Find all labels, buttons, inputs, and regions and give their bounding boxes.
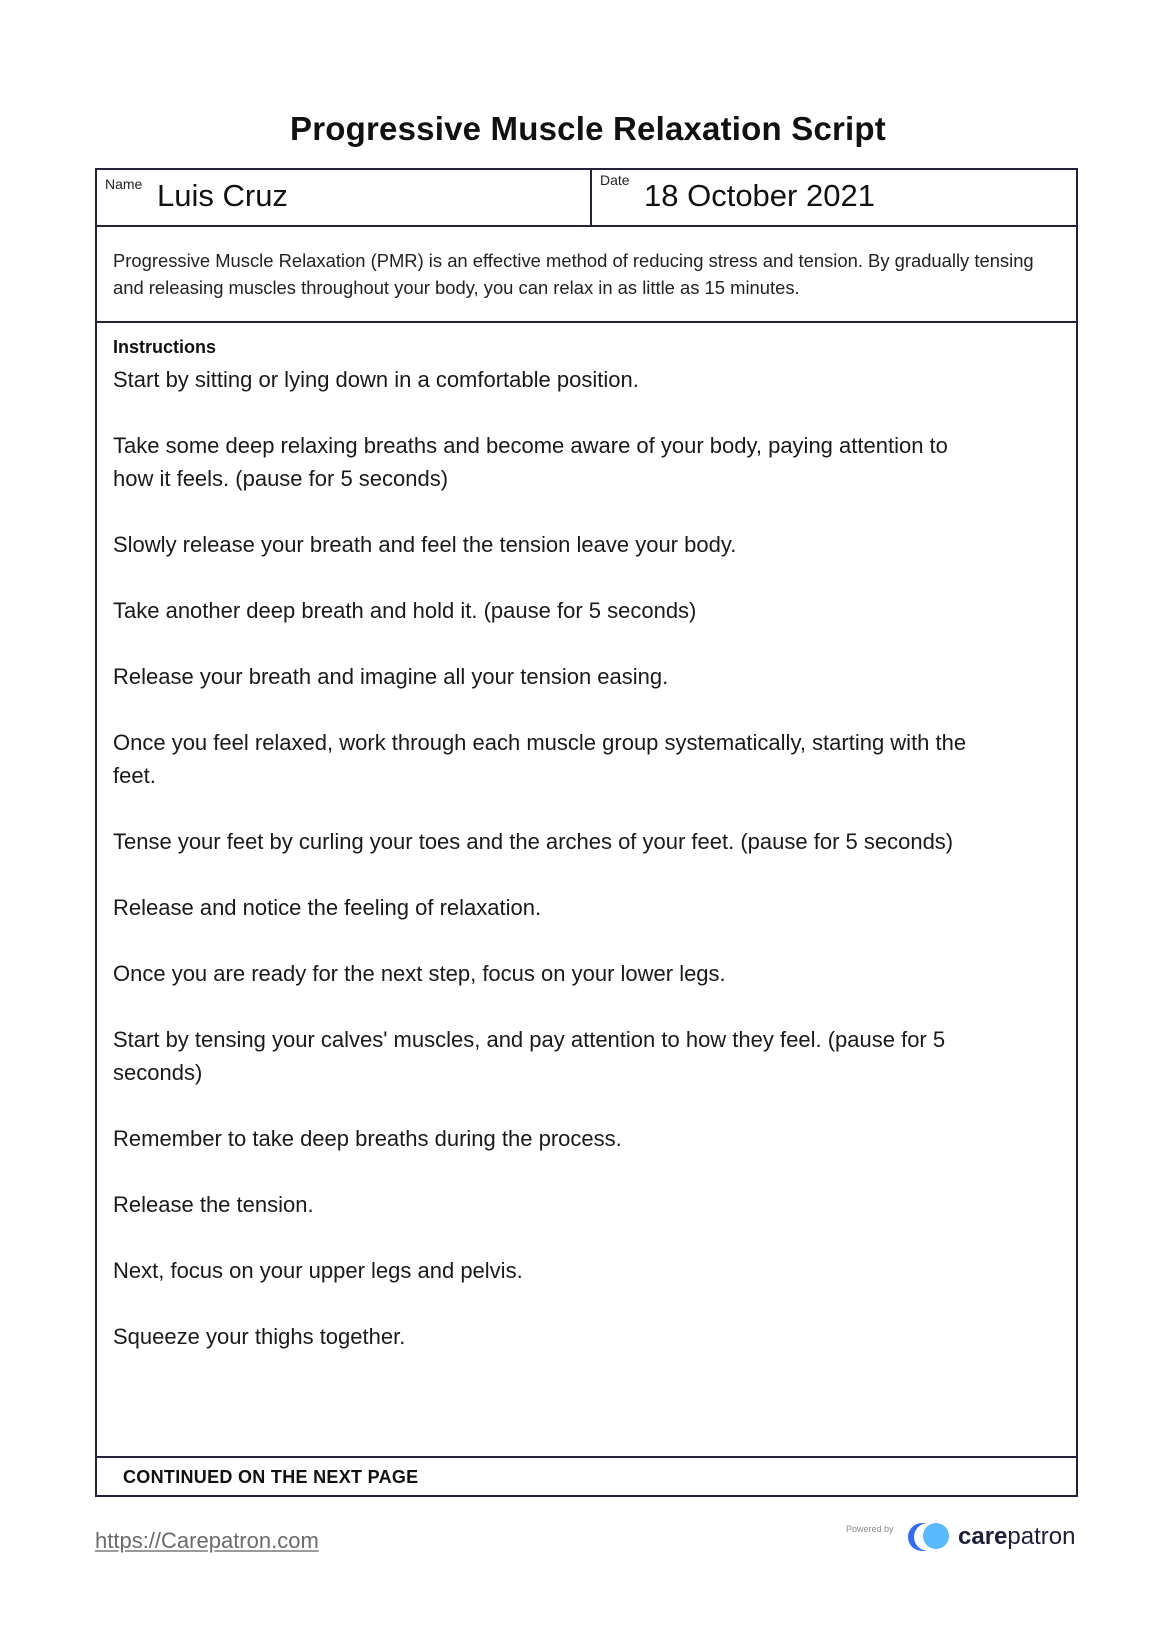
instruction-step: Squeeze your thighs together. bbox=[113, 1324, 406, 1349]
brand-rest-part: patron bbox=[1007, 1523, 1076, 1550]
instruction-step: Start by tensing your calves' muscles, and pay attention to how they feel. (pause for 5 seconds) bbox=[113, 1027, 946, 1085]
page-title: Progressive Muscle Relaxation Script bbox=[290, 110, 886, 147]
intro-row bbox=[97, 227, 1076, 323]
date-cell bbox=[592, 170, 1076, 225]
powered-by-text: Powered by bbox=[846, 1524, 894, 1534]
instruction-step: Take another deep breath and hold it. (pause for 5 seconds) bbox=[113, 598, 697, 623]
instruction-step: Start by sitting or lying down in a comfortable position. bbox=[113, 367, 639, 392]
header-row bbox=[97, 170, 1076, 227]
carepatron-link[interactable]: https://Carepatron.com bbox=[95, 1528, 319, 1553]
instructions-list bbox=[113, 363, 993, 1386]
instruction-step: Tense your feet by curling your toes and the arches of your feet. (pause for 5 seconds) bbox=[113, 829, 954, 854]
instruction-step: Release and notice the feeling of relaxation. bbox=[113, 895, 542, 920]
brand-bold-part: care bbox=[958, 1523, 1008, 1550]
instructions-section bbox=[97, 323, 1076, 1458]
instruction-step: Remember to take deep breaths during the process. bbox=[113, 1126, 622, 1151]
carepatron-brand bbox=[958, 1523, 1075, 1551]
instruction-step: Release the tension. bbox=[113, 1192, 314, 1217]
instruction-step: Release your breath and imagine all your tension easing. bbox=[113, 664, 669, 689]
continued-row bbox=[97, 1458, 1076, 1495]
date-field[interactable]: 18 October 2021 bbox=[644, 178, 875, 213]
form-table bbox=[95, 168, 1078, 1497]
name-cell bbox=[97, 170, 592, 225]
name-label: Name bbox=[105, 176, 143, 192]
intro-text: Progressive Muscle Relaxation (PMR) is an effective method of reducing stress and tension. By gradually tensing and releasing muscles throughout your body, you can relax in as little as 15 minutes. bbox=[113, 250, 1034, 298]
name-field[interactable]: Luis Cruz bbox=[157, 178, 288, 213]
instructions-heading: Instructions bbox=[113, 337, 217, 357]
instruction-step: Next, focus on your upper legs and pelvis. bbox=[113, 1258, 523, 1283]
date-label: Date bbox=[600, 172, 630, 188]
instruction-step: Slowly release your breath and feel the tension leave your body. bbox=[113, 532, 737, 557]
continued-notice: CONTINUED ON THE NEXT PAGE bbox=[123, 1467, 419, 1487]
instruction-step: Once you are ready for the next step, focus on your lower legs. bbox=[113, 961, 726, 986]
instruction-step: Take some deep relaxing breaths and become aware of your body, paying attention to how it feels. (pause for 5 seconds) bbox=[113, 433, 948, 491]
instruction-step: Once you feel relaxed, work through each muscle group systematically, starting with the feet. bbox=[113, 730, 967, 788]
carepatron-logo-icon bbox=[906, 1521, 954, 1553]
